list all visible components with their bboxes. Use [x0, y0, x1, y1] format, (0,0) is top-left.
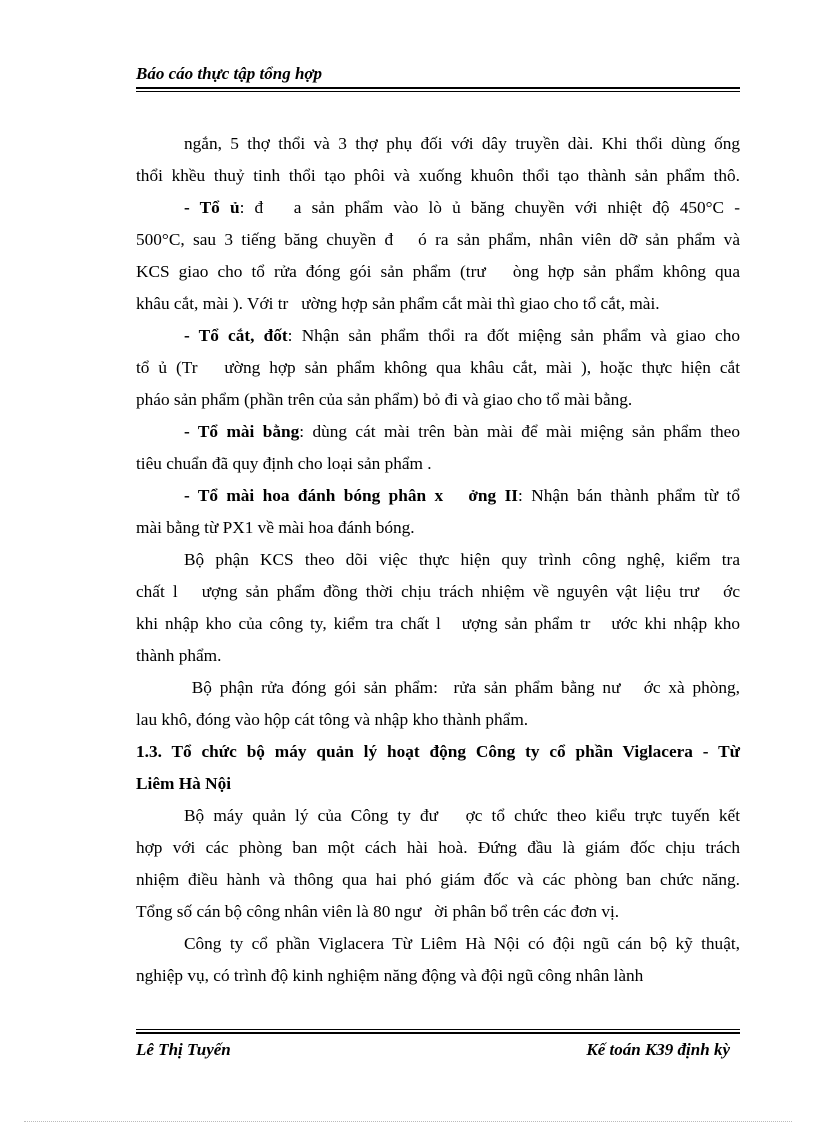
text-line: tổ ủ (Tr ường hợp sản phẩm không qua khâu cắt, mài ), hoặc thực hiện cắt [136, 358, 740, 377]
text-line: - Tổ cắt, đốt: Nhận sản phẩm thổi ra đốt miệng sản phẩm và giao cho [184, 326, 740, 345]
report-title: Báo cáo thực tập tổng hợp [136, 64, 323, 83]
text-line: khi nhập kho của công ty, kiểm tra chất l ượng sản phẩm tr ước khi nhập kho [136, 614, 740, 633]
text-line: thổi khều thuỷ tinh thổi tạo phôi và xuống khuôn thổi tạo thành sản phẩm thô. [136, 166, 740, 185]
header-rule-thin [136, 91, 740, 92]
text-line: Tổng số cán bộ công nhân viên là 80 ngư ời phân bổ trên các đơn vị. [136, 902, 620, 921]
text-line: Bộ máy quản lý của Công ty đư ợc tổ chức theo kiểu trực tuyến kết [184, 806, 740, 825]
text-line: nghiệp vụ, có trình độ kinh nghiệm năng động và đội ngũ công nhân lành [136, 966, 644, 985]
text-line: - Tổ mài bằng: dùng cát mài trên bàn mài để mài miệng sản phẩm theo [184, 422, 740, 441]
text-line: lau khô, đóng vào hộp cát tông và nhập kho thành phẩm. [136, 710, 529, 729]
footer-rule-thin [136, 1029, 740, 1030]
header-rule-thick [136, 87, 740, 89]
text-line: thành phẩm. [136, 646, 222, 665]
text-line: pháo sản phẩm (phần trên của sản phẩm) bỏ đi và giao cho tổ mài bằng. [136, 390, 633, 409]
author-name: Lê Thị Tuyến [136, 1040, 231, 1059]
section-heading: Liêm Hà Nội [136, 774, 232, 793]
section-heading: 1.3. Tổ chức bộ máy quản lý hoạt động Công ty cổ phần Viglacera - Từ [136, 742, 740, 761]
text-line: hợp với các phòng ban một cách hài hoà. Đứng đầu là giám đốc chịu trách [136, 838, 740, 857]
page-header [136, 64, 740, 84]
footer-rule-thick [136, 1032, 740, 1034]
text-line: - Tổ mài hoa đánh bóng phân x ởng II: Nhận bán thành phẩm từ tổ [184, 486, 740, 505]
text-line: - Tổ ủ: đ a sản phẩm vào lò ủ băng chuyền với nhiệt độ 450°C - [184, 198, 740, 217]
text-line: KCS giao cho tổ rửa đóng gói sản phẩm (trư òng hợp sản phẩm không qua [136, 262, 740, 281]
text-line: chất l ượng sản phẩm đồng thời chịu trách nhiệm về nguyên vật liệu trư ớc [136, 582, 740, 601]
text-line: Bộ phận rửa đóng gói sản phẩm: rửa sản phẩm bằng nư ớc xà phòng, [184, 678, 740, 697]
text-line: Công ty cổ phần Viglacera Từ Liêm Hà Nội có đội ngũ cán bộ kỹ thuật, [184, 934, 740, 953]
text-line: Bộ phận KCS theo dõi việc thực hiện quy trình công nghệ, kiểm tra [184, 550, 740, 569]
text-line: ngắn, 5 thợ thổi và 3 thợ phụ đối với dây truyền dài. Khi thổi dùng ống [184, 134, 740, 153]
text-line: 500°C, sau 3 tiếng băng chuyền đ ó ra sản phẩm, nhân viên dỡ sản phẩm và [136, 230, 740, 249]
text-line: mài bằng từ PX1 về mài hoa đánh bóng. [136, 518, 415, 537]
text-line: nhiệm điều hành và thông qua hai phó giám đốc và các phòng ban chức năng. [136, 870, 740, 889]
text-line: tiêu chuẩn đã quy định cho loại sản phẩm . [136, 454, 432, 473]
text-line: khâu cắt, mài ). Với tr ường hợp sản phẩm cắt mài thì giao cho tổ cắt, mài. [136, 294, 660, 313]
page-edge-divider [24, 1121, 792, 1122]
course-label: Kế toán K39 định kỳ [586, 1040, 730, 1059]
